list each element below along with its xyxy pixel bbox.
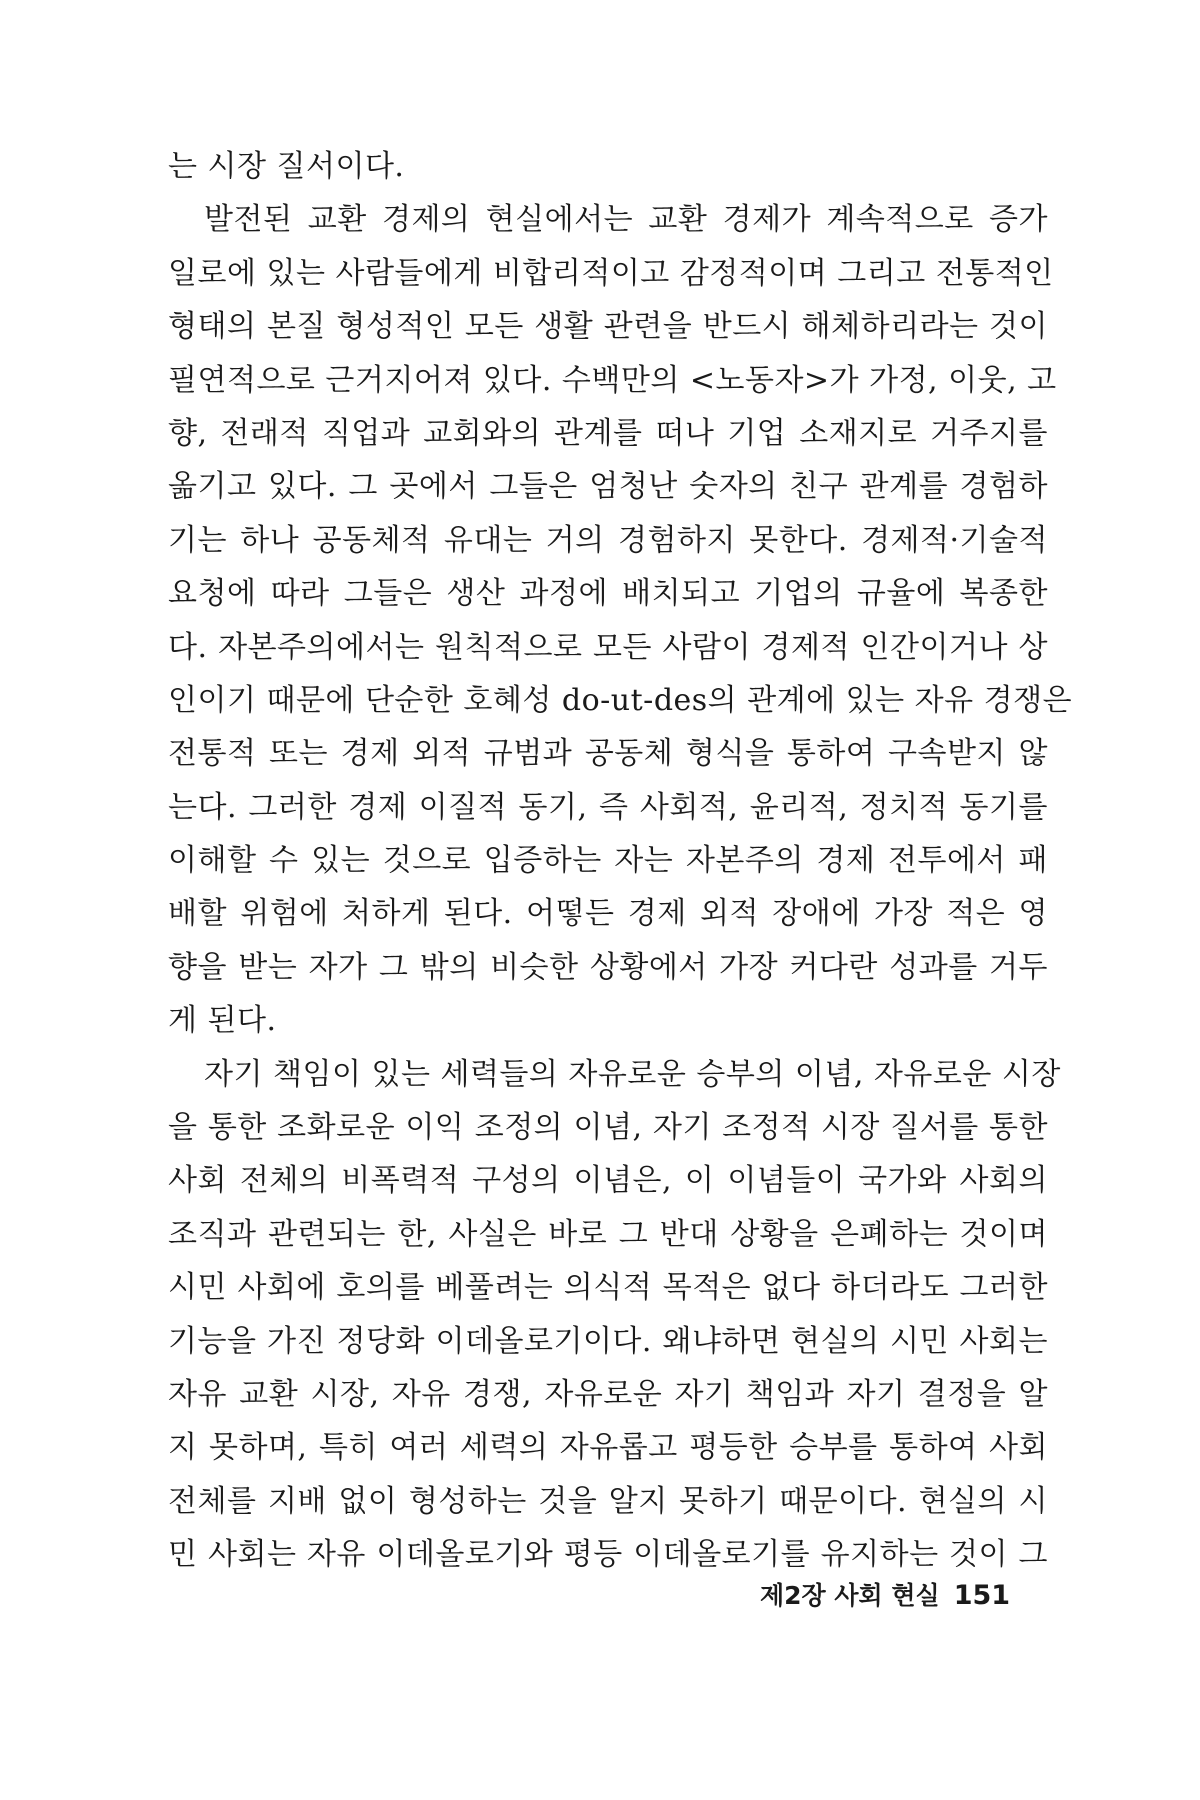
text-line: 자유 교환 시장, 자유 경쟁, 자유로운 자기 책임과 자기 결정을 알 [168,1376,1048,1412]
text-line: 는 시장 질서이다. [168,149,405,184]
text-line: 일로에 있는 사람들에게 비합리적이고 감정적이며 그리고 전통적인 [168,255,1054,291]
text-line: 기는 하나 공동체적 유대는 거의 경험하지 못한다. 경제적·기술적 [168,522,1048,558]
text-line: 배할 위험에 처하게 된다. 어떻든 경제 외적 장애에 가장 적은 영 [168,896,1048,932]
text-line: 형태의 본질 형성적인 모든 생활 관련을 반드시 해체하리라는 것이 [168,309,1048,345]
text-line: 기능을 가진 정당화 이데올로기이다. 왜냐하면 현실의 시민 사회는 [168,1323,1048,1359]
page-body [168,140,1073,1582]
paragraph-start-line: 자기 책임이 있는 세력들의 자유로운 승부의 이념, 자유로운 시장 [204,1056,1061,1092]
text-line: 전체를 지배 없이 형성하는 것을 알지 못하기 때문이다. 현실의 시 [168,1483,1048,1519]
running-footer-chapter: 제2장 사회 현실 [760,1581,940,1610]
text-line: 인이기 때문에 단순한 호혜성 do-ut-des의 관계에 있는 자유 경쟁은 [168,682,1073,718]
text-line: 민 사회는 자유 이데올로기와 평등 이데올로기를 유지하는 것이 그 [168,1537,1048,1573]
text-line: 향을 받는 자가 그 밖의 비슷한 상황에서 가장 커다란 성과를 거두 [168,949,1048,985]
page-number: 151 [953,1580,1011,1611]
page-footer [760,1576,1060,1612]
text-line: 필연적으로 근거지어져 있다. 수백만의 <노동자>가 가정, 이웃, 고 [168,362,1057,398]
text-line: 시민 사회에 호의를 베풀려는 의식적 목적은 없다 하더라도 그러한 [168,1270,1048,1306]
text-line: 는다. 그러한 경제 이질적 동기, 즉 사회적, 윤리적, 정치적 동기를 [168,789,1048,825]
text-line: 게 된다. [168,1003,277,1039]
text-line: 옮기고 있다. 그 곳에서 그들은 엄청난 숫자의 친구 관계를 경험하 [168,469,1048,505]
text-line: 향, 전래적 직업과 교회와의 관계를 떠나 기업 소재지로 거주지를 [168,415,1048,451]
text-line: 이해할 수 있는 것으로 입증하는 자는 자본주의 경제 전투에서 패 [168,843,1048,879]
text-line: 사회 전체의 비폭력적 구성의 이념은, 이 이념들이 국가와 사회의 [168,1163,1048,1199]
text-line: 전통적 또는 경제 외적 규범과 공동체 형식을 통하여 구속받지 않 [168,736,1048,772]
text-line: 조직과 관련되는 한, 사실은 바로 그 반대 상황을 은폐하는 것이며 [168,1216,1048,1252]
text-line: 다. 자본주의에서는 원칙적으로 모든 사람이 경제적 인간이거나 상 [168,629,1048,665]
text-line: 요청에 따라 그들은 생산 과정에 배치되고 기업의 규율에 복종한 [168,576,1048,612]
paragraph-start-line: 발전된 교환 경제의 현실에서는 교환 경제가 계속적으로 증가 [204,202,1048,238]
text-line: 지 못하며, 특히 여러 세력의 자유롭고 평등한 승부를 통하여 사회 [168,1430,1048,1466]
text-line: 을 통한 조화로운 이익 조정의 이념, 자기 조정적 시장 질서를 통한 [168,1110,1048,1146]
